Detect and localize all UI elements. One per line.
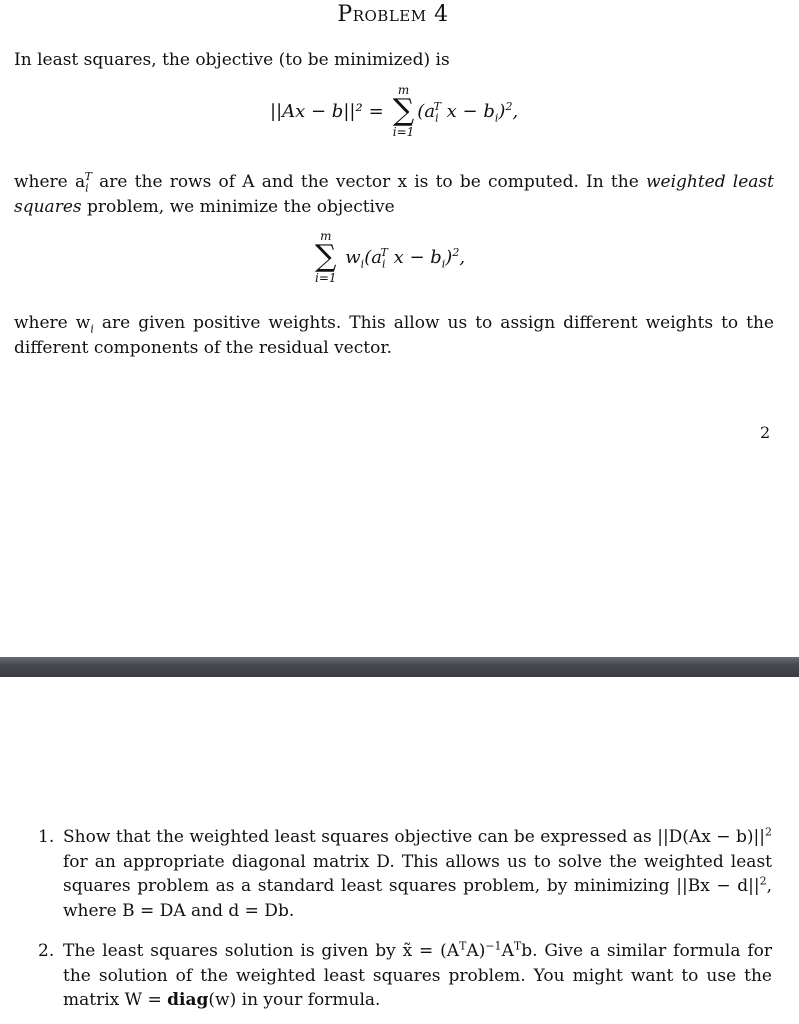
eq1-rhs-rest: x − b	[446, 100, 495, 122]
weights-text-b: are given positive weights. This allow us to assign different weights to the different components of the residual vector.	[14, 313, 774, 358]
eq1-sum-lower: i=1	[392, 125, 415, 139]
question-2-part-b: A)	[466, 941, 486, 961]
question-1-part-c: , where B = DA and d = Db.	[63, 876, 772, 921]
question-2-part-a: The least squares solution is given by x̃ = (A	[63, 941, 460, 961]
eq2-body: $w_i(a_i^T$ $x - b_i)^2$,	[339, 245, 466, 271]
diag-operator: diag	[167, 990, 209, 1010]
page-divider	[0, 657, 799, 677]
rows-text-a: where a	[14, 172, 86, 192]
page-number: 2	[760, 423, 771, 442]
eq1-summation	[393, 84, 415, 138]
sigma-symbol: ∑	[392, 93, 415, 128]
question-1-part-b: for an appropriate diagonal matrix D. This allows us to solve the weighted least squares problem as a standard least squares problem, by minimizing ||Bx − d||	[63, 851, 772, 896]
weights-paragraph: where $w_i$ are given positive weights. This allow us to assign different weights to the different components of the residual vector.	[14, 313, 774, 358]
question-2	[38, 939, 772, 1013]
page-bottom	[0, 677, 799, 1024]
problem-title-text: Problem 4	[337, 2, 449, 27]
rows-text-c: problem, we minimize the objective	[81, 196, 395, 217]
rows-text-b: are the rows of A and the vector x is to be computed. In the	[91, 172, 646, 192]
question-2-part-d: b. Give a similar formula for the solution of the weighted least squares problem. You might want to use the matrix W =	[63, 941, 772, 1010]
eq1-sum-upper: m	[397, 83, 410, 97]
eq2-sum-lower: i=1	[315, 271, 337, 285]
question-2-part-e: (w) in your formula.	[208, 990, 381, 1010]
question-1-body: Show that the weighted least squares objective can be expressed as $||D(Ax - b)||^2$ for an appropriate diagonal matrix D. This allows us to solve the weighted least squares problem as a standard least squares problem, by minimizing $||Bx - d||^2$, where B = DA and d = Db.	[63, 825, 772, 921]
question-1-part-a: Show that the weighted least squares objective can be expressed as ||D(Ax − b)||	[63, 827, 765, 847]
equation-least-squares	[270, 84, 518, 138]
question-1	[38, 825, 772, 923]
eq2-summation	[315, 230, 337, 284]
rows-paragraph: where $a_i^T$ are the rows of A and the vector x is to be computed. In the weighted least squares problem, we minimize the objective	[14, 170, 774, 217]
question-2-body: The least squares solution is given by x̃ = $(A^TA)^{-1}A^Tb$. Give a similar formula for the solution of the weighted least squares problem. You might want to use the matrix W = diag(w) in your formula.	[63, 939, 772, 1010]
equation-weighted	[312, 230, 465, 284]
eq1-lhs: ||Ax − b||²	[270, 100, 363, 122]
weighted-phrase: weighted least squares	[14, 172, 774, 217]
problem-title	[0, 2, 786, 27]
eq1-rhs-term: (a	[417, 100, 436, 122]
weights-text-a: where w	[14, 313, 91, 333]
question-1-number: 1.	[38, 827, 55, 847]
eq1-equals: =	[368, 100, 384, 122]
eq1-rhs: ($a_i^T$ $x - b_i)^2$,	[417, 99, 519, 125]
question-2-number: 2.	[38, 941, 55, 961]
question-2-part-c: A	[501, 941, 514, 961]
eq2-sum-upper: m	[320, 229, 332, 243]
intro-paragraph: In least squares, the objective (to be minimized) is	[14, 50, 450, 70]
sigma-symbol: ∑	[315, 239, 337, 274]
